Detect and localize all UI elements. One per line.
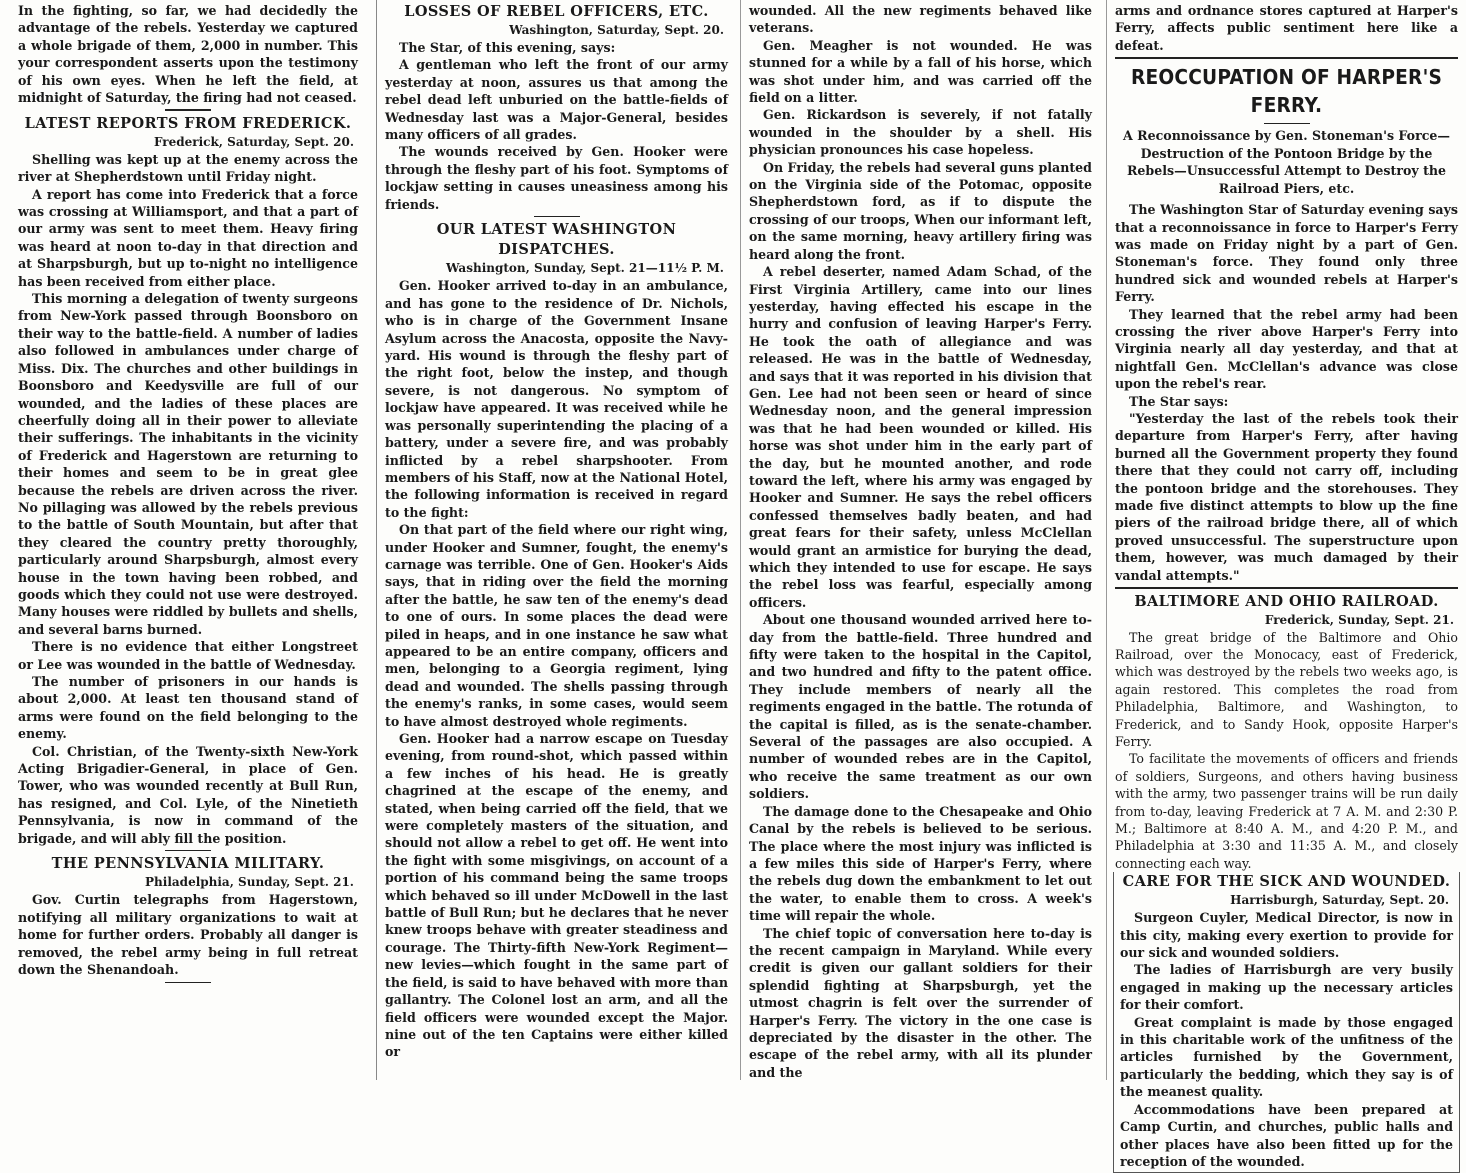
headline-reoccupation: REOCCUPATION OF HARPER'S FERRY. bbox=[1130, 64, 1443, 117]
article-text: A report has come into Frederick that a force was crossing at Williamsport, and that a part of our army was sent to meet them. Heavy firing was heard at noon to-day in that direction and at Sharpsburgh, but up to-night no intelligence has been received from either place. bbox=[18, 186, 358, 289]
dateline: Washington, Sunday, Sept. 21—11½ P. M. bbox=[446, 261, 724, 276]
article-text: The wounds received by Gen. Hooker were through the fleshy part of his foot. Symptoms of lockjaw setting in causes uneasiness among his friends. bbox=[385, 144, 728, 212]
dateline: Frederick, Saturday, Sept. 20. bbox=[154, 134, 354, 149]
article-text: A gentleman who left the front of our army yesterday at noon, assures us that among the rebel dead left unburied on the battle-fields of Wednesday last was a Major-General, besides many officers of all grades. bbox=[385, 57, 728, 143]
headline-losses: LOSSES OF REBEL OFFICERS, ETC. bbox=[404, 3, 709, 20]
headline-frederick: LATEST REPORTS FROM FREDERICK. bbox=[24, 114, 352, 132]
column-3 bbox=[740, 0, 1100, 1080]
dateline: Harrisburgh, Saturday, Sept. 20. bbox=[1230, 893, 1449, 908]
divider bbox=[1264, 123, 1310, 124]
article-text: Great complaint is made by those engaged in this charitable work of the unfitness of the articles furnished by the Government, particularly the bedding, which they say is of the meanest quality. bbox=[1120, 1014, 1453, 1100]
article-text: arms and ordnance stores captured at Harper's Ferry, affects public sentiment here like a defeat. bbox=[1115, 3, 1458, 53]
article-text: The Star says: bbox=[1129, 393, 1229, 409]
article-text: The number of prisoners in our hands is about 2,000. At least ten thousand stand of arms were found on the field belonging to the enemy. bbox=[18, 674, 358, 742]
care-article-clipping bbox=[1113, 872, 1460, 1173]
divider bbox=[534, 216, 580, 217]
article-text: This morning a delegation of twenty surgeons from New-York passed through Boonsboro on their way to the battle-field. A number of ladies also followed in ambulances under charge of Miss. Dix. The churches and other buildings in Boonsboro and Keedysville are full of our wounded, and the ladies of these places are cheerfully doing all in their power to alleviate their sufferings. The inhabitants in the vicinity of Frederick and Hagerstown are returning to their homes and seem to be in great glee because the rebels are driven across the river. No pillaging was allowed by the rebels previous to the battle of South Mountain, but after that they cleared the country pretty thoroughly, particularly around Sharpsburgh, almost every house in the town having been robbed, and goods which they could not use were destroyed. Many houses were riddled by bullets and shells, and several barns burned. bbox=[18, 291, 358, 637]
article-text: Col. Christian, of the Twenty-sixth New-York Acting Brigadier-General, in place of Gen. Tower, who was wounded recently at Bull Run, has resigned, and Col. Lyle, of the Ninetieth Pennsylvania, is now in command of the brigade, and will ably fill the position. bbox=[18, 743, 358, 846]
column-4 bbox=[1106, 0, 1466, 1169]
article-text: Gen. Hooker arrived to-day in an ambulance, and has gone to the residence of Dr. Nichols, who is in charge of the Government Insane Asylum across the Anacosta, opposite the Navy-yard. His wound is through the fleshy part of the right foot, below the instep, and though severe, is not dangerous. No symptom of lockjaw have appeared. It was received while he was personally superintending the placing of a battery, under a severe fire, and was probably inflicted by a rebel sharpshooter. From members of his Staff, now at the National Hotel, the following information is received in regard to the fight: bbox=[385, 278, 728, 520]
divider bbox=[1115, 57, 1458, 59]
article-text: The chief topic of conversation here to-day is the recent campaign in Maryland. While every credit is given our gallant soldiers for their splendid fighting at Sharpsburgh, yet the utmost chagrin is felt over the surrender of Harper's Ferry. The victory in the one case is depreciated by the disaster in the other. The escape of the rebel army, with all its plunder and the bbox=[749, 925, 1092, 1080]
article-text: Gen. Rickardson is severely, if not fatally wounded in the shoulder by a shell. His physician pronounces his case hopeless. bbox=[749, 107, 1092, 158]
article-text: The damage done to the Chesapeake and Ohio Canal by the rebels is believed to be serious. The place where the most injury was inflicted is a few miles this side of Harper's Ferry, where the rebels dug down the embankment to let out the water, to enable them to cross. A week's time will repair the whole. bbox=[749, 803, 1092, 924]
divider bbox=[165, 850, 211, 851]
headline-pennsylvania-military: THE PENNSYLVANIA MILITARY. bbox=[51, 855, 325, 873]
article-text: They learned that the rebel army had been crossing the river above Harper's Ferry into Virginia nearly all day yesterday, and that at nightfall Gen. McClellan's advance was close upon the rebel's rear. bbox=[1115, 306, 1458, 392]
column-1 bbox=[10, 0, 366, 1080]
dateline: Washington, Saturday, Sept. 20. bbox=[509, 23, 724, 37]
dateline: Philadelphia, Sunday, Sept. 21. bbox=[145, 875, 354, 890]
headline-latest-dispatches: OUR LATEST WASHINGTON DISPATCHES. bbox=[436, 221, 677, 259]
article-text: Gen. Meagher is not wounded. He was stunned for a while by a fall of his horse, which was shot under him, and was carried off the field on a litter. bbox=[749, 37, 1092, 106]
headline-baltimore-ohio: BALTIMORE AND OHIO RAILROAD. bbox=[1134, 592, 1439, 610]
article-text: "Yesterday the last of the rebels took their departure from Harper's Ferry, after having burned all the Government property they found there that they could not carry off, including the pontoon bridge and the storehouses. They made five distinct attempts to blow up the fine piers of the railroad bridge there, all of which proved unsuccessful. The superstructure upon them, however, was much damaged by their vandal attempts." bbox=[1115, 410, 1458, 583]
article-text: The Washington Star of Saturday evening says that a reconnoissance in force to Harper's Ferry was made on Friday night by a part of Gen. Stoneman's force. They found only three hundred sick and wounded rebels at Harper's Ferry. bbox=[1115, 202, 1458, 305]
divider bbox=[1115, 587, 1458, 589]
article-text: Gen. Hooker had a narrow escape on Tuesday evening, from round-shot, which passed within a few inches of his head. He is greatly chagrined at the escape of the enemy, and stated, when being carried off the field, that we were completely masters of the situation, and should not allow a rebel to get off. He went into the fight with some misgivings, on account of a portion of his command being the same troops which behaved so ill under McDowell in the last battle of Bull Run; but he declares that he never knew troops behave with greater steadiness and courage. The Thirty-fifth New-York Regiment—new levies—which fought in the same part of the field, is said to have behaved with more than gallantry. The Colonel lost an arm, and all the field officers were wounded except the Major. nine out of the ten Captains were either killed or bbox=[385, 731, 728, 1060]
article-text: To facilitate the movements of officers and friends of soldiers, Surgeons, and others having business with the army, two passenger trains will be run daily from to-day, leaving Frederick at 7 A. M. and 2:30 P. M.; Baltimore at 8:40 A. M., and 4:20 P. M., and Philadelphia at 3:30 and 11:35 A. M., and closely connecting each way. bbox=[1115, 751, 1458, 871]
subheadline: A Reconnoissance by Gen. Stoneman's Force—Destruction of the Pontoon Bridge by the Rebels—Unsuccessful Attempt to Destroy the Railroad Piers, etc. bbox=[1123, 128, 1450, 196]
article-text: A rebel deserter, named Adam Schad, of the First Virginia Artillery, came into our lines yesterday, having effected his escape in the hurry and confusion of leaving Harper's Ferry. He took the oath of allegiance and was released. He was in the battle of Wednesday, and says that it was reported in his division that Gen. Lee had not been seen or heard of since Wednesday noon, and the general impression was that he had been wounded or killed. His horse was shot under him in the early part of the day, but he mounted another, and rode toward the left, where his army was engaged by Hooker and Sumner. He says the rebel officers confessed themselves badly beaten, and had great fears for their safety, unless McClellan would grant an armistice for burying the dead, which they intended to use for escape. He says the rebel loss was fearful, especially among officers. bbox=[749, 264, 1092, 610]
article-text: The ladies of Harrisburgh are very busily engaged in making up the necessary articles for their comfort. bbox=[1120, 962, 1453, 1013]
dateline: Frederick, Sunday, Sept. 21. bbox=[1264, 612, 1454, 627]
headline-care-sick-wounded: CARE FOR THE SICK AND WOUNDED. bbox=[1122, 873, 1451, 891]
column-2 bbox=[376, 0, 736, 1080]
divider bbox=[165, 109, 211, 110]
article-text: About one thousand wounded arrived here to-day from the battle-field. Three hundred and fifty were taken to the hospital in the Capitol, and two hundred and fifty to the patent office. They include members of nearly all the regiments engaged in the battle. The rotunda of the capital is filled, as is the senate-chamber. Several of the passages are also occupied. A number of wounded rebes are in the Capitol, who receive the same treatment as our own soldiers. bbox=[749, 612, 1092, 802]
article-text: wounded. All the new regiments behaved like veterans. bbox=[749, 3, 1092, 36]
article-text: There is no evidence that either Longstreet or Lee was wounded in the battle of Wednesday. bbox=[18, 639, 358, 672]
article-text: The Star, of this evening, says: bbox=[399, 40, 616, 55]
article-text: Shelling was kept up at the enemy across the river at Shepherdstown until Friday night. bbox=[18, 151, 358, 185]
article-text: Gov. Curtin telegraphs from Hagerstown, notifying all military organizations to wait at home for further orders. Probably all danger is removed, the rebel army being in full retreat down the Shenandoah. bbox=[18, 892, 358, 978]
article-text: On that part of the field where our right wing, under Hooker and Sumner, fought, the enemy's carnage was terrible. One of Gen. Hooker's Aids says, that in riding over the field the morning after the battle, he saw ten of the enemy's dead to one of ours. In some places the dead were piled in heaps, and in one instance he saw what appeared to be an entire company, officers and men, belonging to a Georgia regiment, lying dead and wounded. The shells passing through the enemy's ranks, in some cases, would seem to have almost destroyed whole regiments. bbox=[385, 522, 728, 729]
article-text: On Friday, the rebels had several guns planted on the Virginia side of the Potomac, opposite Shepherdstown ford, as if to dispute the crossing of our troops, When our informant left, on the same morning, heavy artillery firing was heard along the front. bbox=[749, 159, 1092, 262]
article-text: Surgeon Cuyler, Medical Director, is now in this city, making every exertion to provide for our sick and wounded soldiers. bbox=[1120, 910, 1453, 961]
article-text: Accommodations have been prepared at Camp Curtin, and churches, public halls and other places have also been fitted up for the reception of the wounded. bbox=[1120, 1101, 1453, 1169]
article-text: The great bridge of the Baltimore and Ohio Railroad, over the Monocacy, east of Frederick, which was destroyed by the rebels two weeks ago, is again restored. This completes the road from Philadelphia, Baltimore, and Washington, to Frederick, and to Sandy Hook, opposite Harper's Ferry. bbox=[1115, 629, 1458, 749]
divider bbox=[165, 982, 211, 983]
article-text: In the fighting, so far, we had decidedly the advantage of the rebels. Yesterday we captured a whole brigade of them, 2,000 in number. This your correspondent asserts upon the testimony of his own eyes. When he left the field, at midnight of Saturday, the firing had not ceased. bbox=[18, 3, 358, 106]
